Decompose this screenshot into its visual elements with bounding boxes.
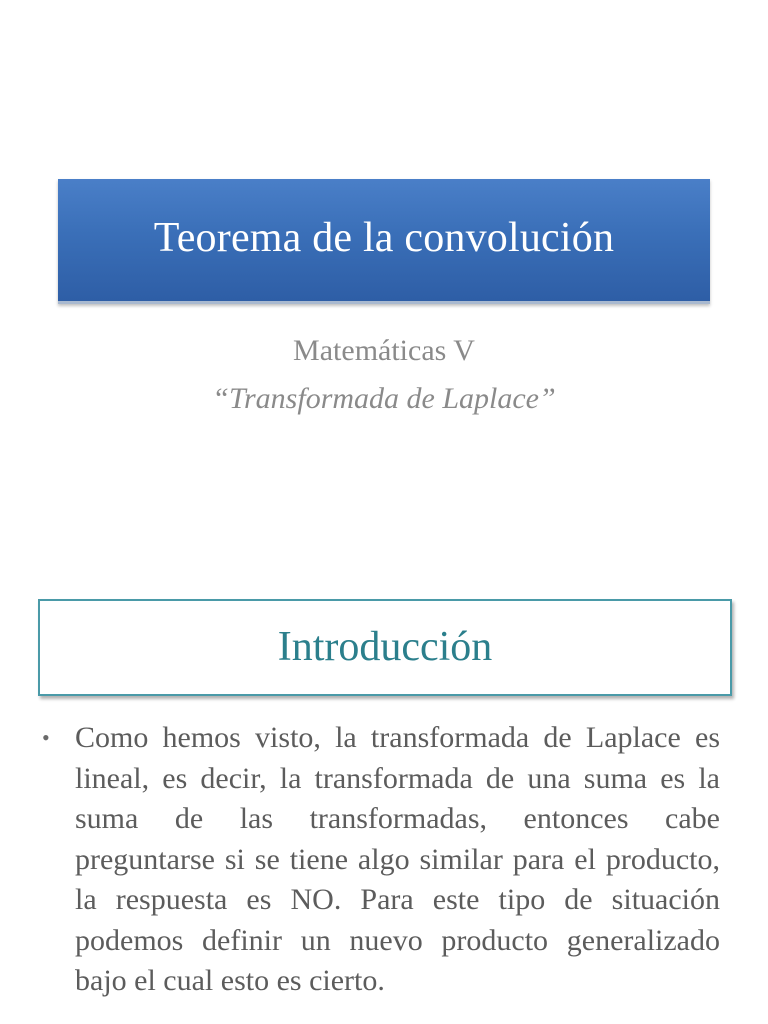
bullet-list [40,718,720,1002]
slide-title: Teorema de la convolución [153,215,615,261]
intro-heading: Introducción [277,623,493,670]
bullet-icon: • [42,725,50,750]
bullet-item [40,718,720,1002]
intro-heading-box [38,599,732,696]
subtitle-course: Matemáticas V [293,334,475,367]
title-banner [58,179,710,304]
subtitle-topic: “Transformada de Laplace” [212,382,556,415]
bullet-text: Como hemos visto, la transformada de Laplace es lineal, es decir, la transformada de una suma es la suma de las transformadas, entonces cabe preguntarse si se tiene algo similar para el producto, la respuesta es NO. Para este tipo de situación podemos definir un nuevo producto generalizado bajo el cual esto es cierto. [75,721,720,997]
